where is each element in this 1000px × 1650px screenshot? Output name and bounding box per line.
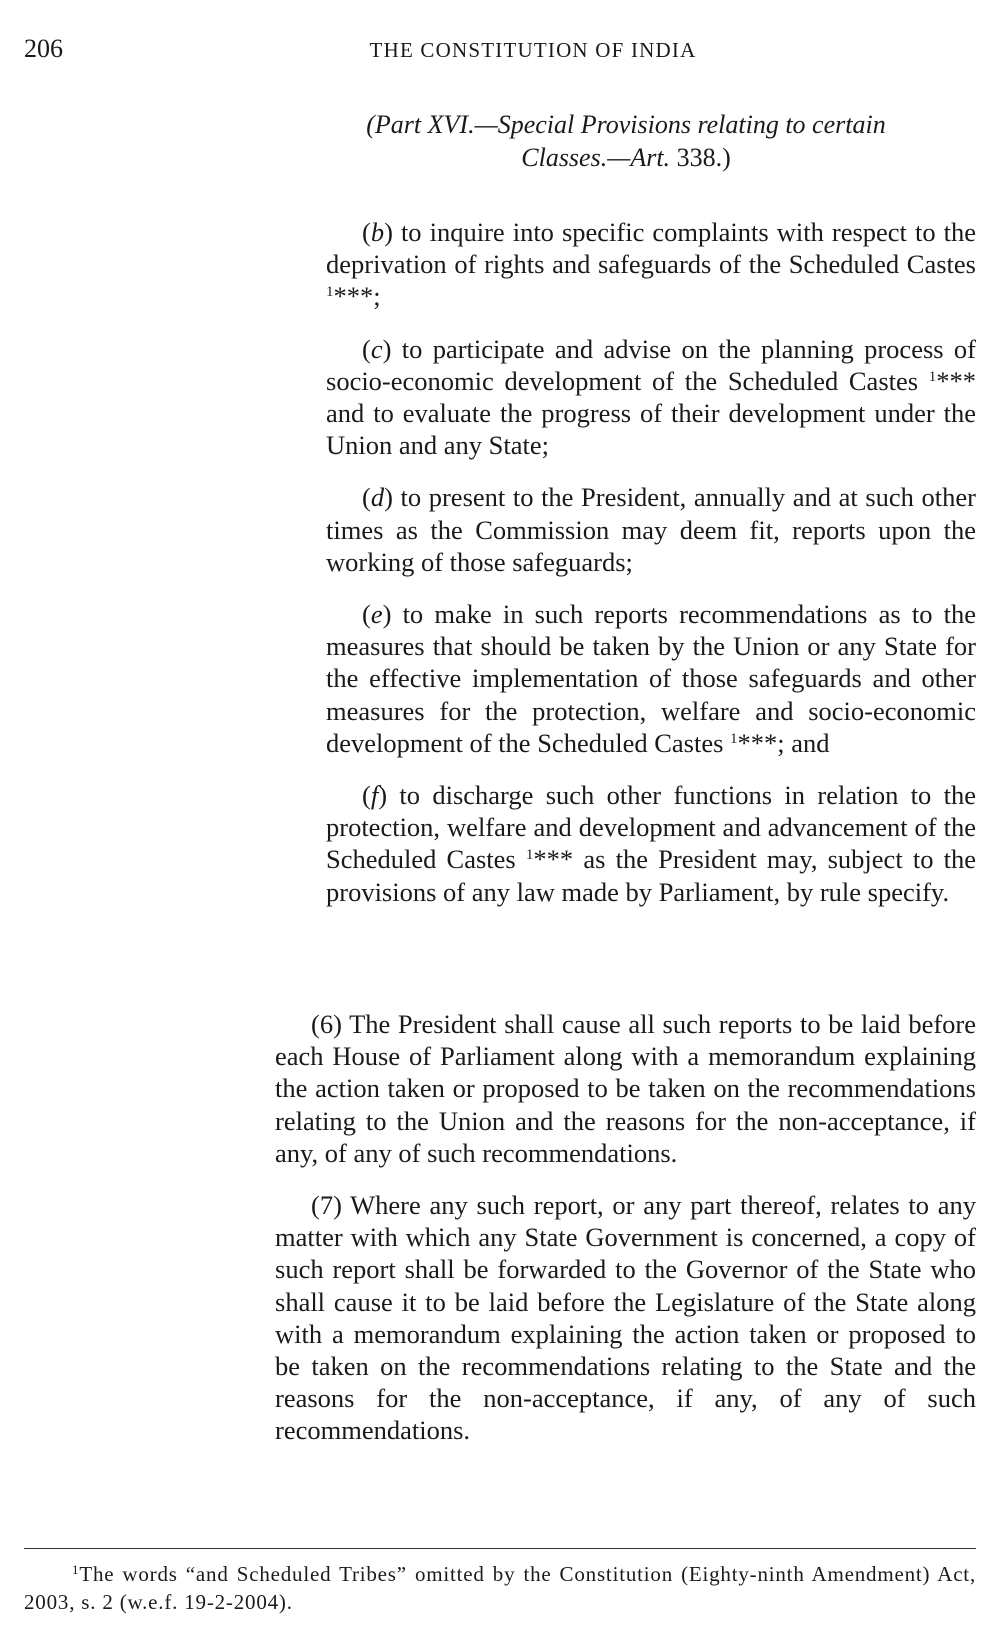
part-heading-line-2: [316, 141, 936, 174]
footnote-number: 1: [72, 1562, 80, 1577]
footnote-mark: 1: [525, 847, 534, 864]
clause-text-tail: ;: [373, 281, 381, 312]
footnote-mark: 1: [730, 730, 738, 747]
omission-mark: ***: [737, 727, 778, 758]
clause-letter: d: [370, 482, 385, 513]
part-heading: [316, 108, 936, 174]
part-heading-line-1: (Part XVI.—Special Provisions relating to certain: [366, 110, 886, 139]
clause-text-tail: as the President may, subject to the provisions of any law made by Parliament, by rule specify.: [326, 844, 977, 907]
omission-mark: ***: [936, 365, 976, 396]
clause-letter: f: [370, 780, 379, 811]
footnote-mark: 1: [928, 368, 937, 385]
clause-letter: b: [370, 217, 385, 247]
footnote-text: The words “and Scheduled Tribes” omitted by the Constitution (Eighty-ninth Amendment) Act, 2003, s. 2 (w.e.f. 19-2-2004).: [24, 1562, 976, 1614]
footnote: [24, 1560, 976, 1616]
clause-b: (b) to inquire into specific complaints with respect to the deprivation of rights and safeguards of the Scheduled Castes $^1$***;: [326, 217, 976, 312]
omission-mark: ***: [333, 281, 374, 312]
clause-letter: e: [370, 599, 383, 630]
page-number: 206: [24, 34, 63, 63]
clause-text-tail: ; and: [777, 727, 830, 758]
part-heading-article-number: 338.): [670, 143, 731, 172]
clause-text: to make in such reports recommendations as to the measures that should be taken by the Union or any State for the effective implementation of those safeguards and other measures for the protection, welfare and socio-economic development of the Scheduled Castes: [326, 599, 976, 758]
clause-c: (c) to participate and advise on the planning process of socio-economic development of the Scheduled Castes $^1$*** and to evaluate the progress of their development under the Union and any State;: [326, 333, 976, 461]
clause-e: (e) to make in such reports recommendations as to the measures that should be taken by the Union or any State for the effective implementation of those safeguards and other measures for the protection, welfare and socio-economic development of the Scheduled Castes $^1$***; and: [326, 599, 976, 758]
subsection-7: (7) Where any such report, or any part thereof, relates to any matter with which any State Government is concerned, a copy of such report shall be forwarded to the Governor of the State who shall cause it to be laid before the Legislature of the State along with a memorandum explaining the action taken or proposed to be taken on the recommendations relating to the State and the reasons for the non-acceptance, if any, of any of such recommendations.: [275, 1190, 976, 1446]
subsection-6: (6) The President shall cause all such reports to be laid before each House of Parliament along with a memorandum explaining the action taken or proposed to be taken on the recommendations relating to the Union and the reasons for the non-acceptance, if any, of any of such recommendations.: [275, 1009, 976, 1168]
clause-list: [326, 216, 976, 928]
clause-text: to present to the President, annually and at such other times as the Commission may deem fit, reports upon the working of those safeguards;: [326, 482, 976, 577]
clause-text: to participate and advise on the planning process of socio-economic development of the Scheduled Castes: [326, 333, 976, 396]
part-heading-article-label: Classes.—Art.: [521, 143, 671, 172]
omission-mark: ***: [533, 844, 574, 875]
footnote-mark: 1: [326, 284, 334, 301]
clause-text: to discharge such other functions in relation to the protection, welfare and development and advancement of the Scheduled Castes: [326, 780, 976, 875]
clause-text-tail: and to evaluate the progress of their development under the Union and any State;: [326, 398, 976, 461]
clause-text: to inquire into specific complaints with respect to the deprivation of rights and safeguards of the Scheduled Castes: [326, 217, 976, 280]
footnote-divider: [24, 1548, 976, 1549]
subsection-list: [275, 1008, 976, 1467]
running-title: THE CONSTITUTION OF INDIA: [369, 38, 697, 62]
clause-letter: c: [370, 333, 383, 364]
clause-d: (d) to present to the President, annually and at such other times as the Commission may deem fit, reports upon the working of those safeguards;: [326, 482, 976, 577]
clause-f: (f) to discharge such other functions in relation to the protection, welfare and development and advancement of the Scheduled Castes $^1$*** as the President may, subject to the provisions of any law made by Parliament, by rule specify.: [326, 780, 977, 907]
